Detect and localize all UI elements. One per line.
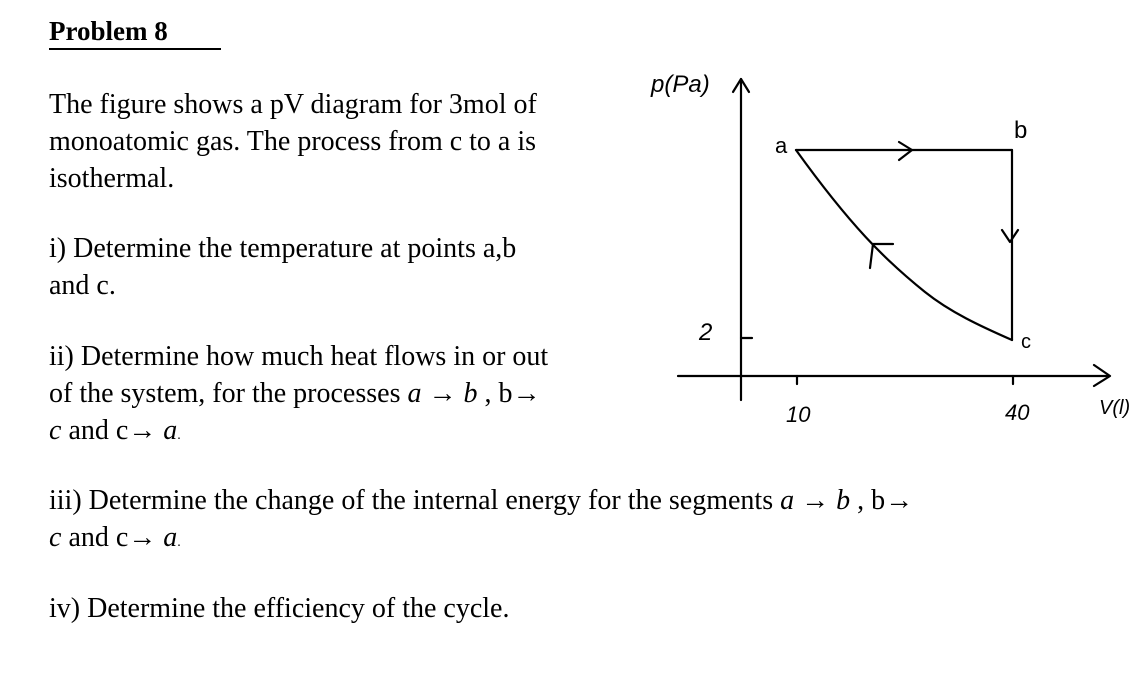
question-3-symbol-a2: a (163, 522, 178, 553)
question-3-arrow: → (794, 485, 837, 516)
question-2-symbol-b: b (463, 378, 478, 409)
question-2-symbol-c: c (49, 415, 62, 446)
question-2-and: and c→ (61, 415, 164, 446)
arrow-b-c (1002, 230, 1018, 242)
question-3-suffix: , b→ (850, 485, 914, 516)
question-2-symbol-a2: a (163, 415, 178, 446)
point-c-label: c (1021, 331, 1031, 353)
question-2-line2-prefix: of the system, for the processes (49, 378, 408, 409)
question-2-line2-suffix: , b→ (477, 378, 541, 409)
p-tick-label: 2 (699, 319, 713, 346)
question-2-line1: ii) Determine how much heat flows in or out (49, 341, 549, 372)
process-c-a (796, 150, 1012, 340)
arrow-c-a (870, 244, 893, 268)
problem-title: Problem 8 (49, 15, 221, 50)
question-3-symbol-b: b (836, 485, 851, 516)
point-a-label: a (775, 133, 788, 158)
question-4: iv) Determine the efficiency of the cycle. (49, 593, 510, 624)
v-tick-label-40: 40 (1005, 400, 1030, 425)
question-3-and: and c→ (61, 522, 164, 553)
p-axis-label: p(Pa) (651, 71, 710, 98)
question-1: i) Determine the temperature at points a,b and c. (49, 233, 517, 301)
v-axis-label: V(l) (1099, 397, 1131, 419)
question-3-prefix: iii) Determine the change of the internal energy for the segments (49, 485, 781, 516)
question-3-symbol-c: c (49, 522, 62, 553)
v-tick-label-10: 10 (786, 402, 811, 427)
point-b-label: b (1014, 117, 1028, 144)
problem-intro: The figure shows a pV diagram for 3mol of monoatomic gas. The process from c to a is isothermal. (49, 89, 537, 194)
question-3-dot: . (177, 535, 181, 550)
question-2-symbol-a: a (407, 378, 422, 409)
question-2-dot: . (177, 428, 181, 443)
question-2-arrow: → (421, 378, 464, 409)
question-3-symbol-a: a (780, 485, 795, 516)
